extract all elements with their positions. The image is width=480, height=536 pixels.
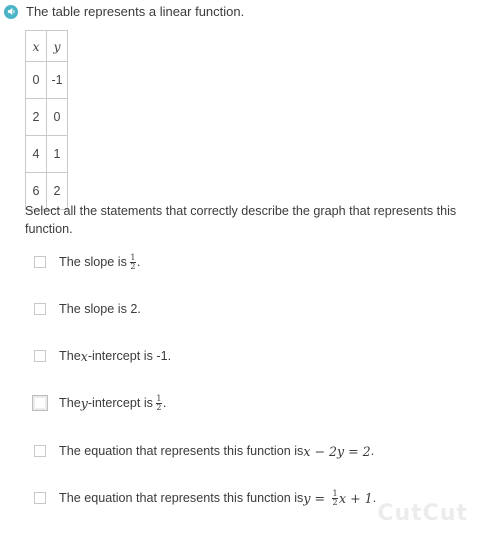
option-text: The <box>59 349 81 363</box>
option-slope-two[interactable] <box>34 299 141 319</box>
math-expression: y = <box>303 490 330 506</box>
table-row <box>26 99 68 136</box>
question-header <box>4 4 244 19</box>
option-slope-half[interactable] <box>34 252 140 272</box>
math-expression: x − 2y = 2 <box>303 443 371 459</box>
option-text: The slope is <box>59 255 127 269</box>
table-header-row <box>26 31 68 62</box>
option-text: -intercept is -1. <box>87 349 172 363</box>
table-row <box>26 136 68 173</box>
option-text: . <box>162 396 167 410</box>
option-label: The slope is 2. <box>59 302 141 316</box>
table-cell: 0 <box>47 99 68 136</box>
fraction-numerator: 1 <box>332 488 338 498</box>
math-variable: y <box>80 395 88 411</box>
option-label <box>59 254 140 271</box>
function-table <box>25 30 68 210</box>
fraction <box>332 490 338 507</box>
fraction-denominator: 2 <box>332 497 338 507</box>
option-y-intercept[interactable] <box>34 393 166 413</box>
option-text: . <box>370 444 375 458</box>
checkbox[interactable] <box>34 445 46 457</box>
checkbox[interactable] <box>34 303 46 315</box>
fraction-numerator: 1 <box>156 393 162 403</box>
table-cell: 1 <box>47 136 68 173</box>
option-label <box>59 490 376 507</box>
option-text: The <box>59 396 81 410</box>
watermark-logo: CutCut <box>377 501 468 526</box>
fraction <box>130 254 136 271</box>
option-text: The equation that represents this function is <box>59 444 304 458</box>
option-text: . <box>136 255 141 269</box>
math-expression: x + 1 <box>339 490 373 506</box>
option-label <box>59 349 171 364</box>
option-text: -intercept is <box>87 396 153 410</box>
checkbox[interactable] <box>34 350 46 362</box>
option-label <box>59 444 374 459</box>
fraction-numerator: 1 <box>130 252 136 262</box>
checkbox[interactable] <box>34 492 46 504</box>
option-equation-slope-intercept[interactable] <box>34 488 376 508</box>
table-cell: 2 <box>26 99 47 136</box>
prompt-text: The table represents a linear function. <box>26 4 245 19</box>
table-cell: 2 <box>47 173 68 210</box>
option-label <box>59 395 166 412</box>
option-x-intercept[interactable] <box>34 346 171 366</box>
option-text: The equation that represents this function is <box>59 491 304 505</box>
table-cell: 4 <box>26 136 47 173</box>
fraction <box>156 395 162 412</box>
option-text: . <box>372 491 377 505</box>
checkbox[interactable] <box>32 395 48 411</box>
column-header-x: x <box>26 31 47 62</box>
table-cell: 6 <box>26 173 47 210</box>
table-cell: -1 <box>47 62 68 99</box>
checkbox[interactable] <box>34 256 46 268</box>
fraction-denominator: 2 <box>130 261 136 271</box>
speaker-icon[interactable] <box>4 5 18 19</box>
question-text: Select all the statements that correctly describe the graph that represents this function. <box>25 204 457 236</box>
fraction-denominator: 2 <box>156 402 162 412</box>
option-equation-standard[interactable] <box>34 441 374 461</box>
table-cell: 0 <box>26 62 47 99</box>
table-row <box>26 62 68 99</box>
column-header-y: y <box>47 31 68 62</box>
math-variable: x <box>80 348 88 364</box>
